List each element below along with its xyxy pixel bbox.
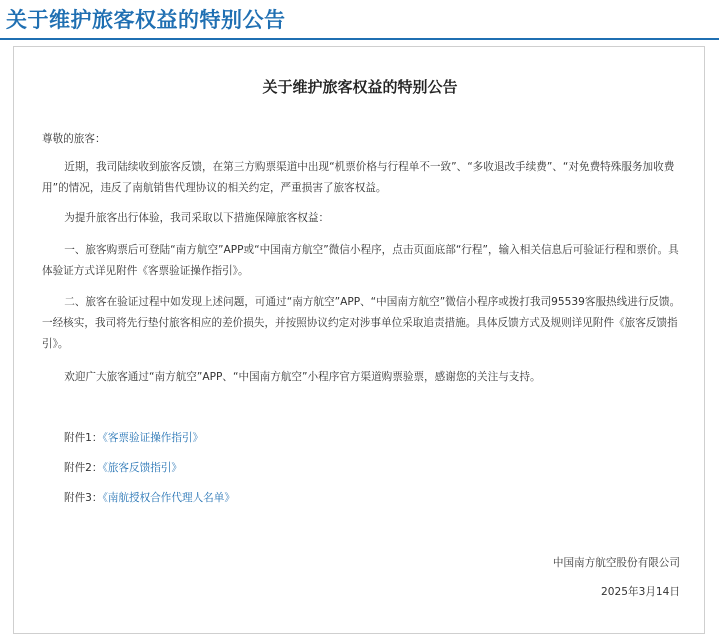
attachment-link-ticket-verification[interactable]: 《客票验证操作指引》 bbox=[102, 432, 204, 444]
attachment-link-agent-list[interactable]: 《南航授权合作代理人名单》 bbox=[102, 492, 235, 504]
salutation: 尊敬的旅客： bbox=[42, 133, 106, 145]
attachment-item bbox=[64, 490, 235, 506]
attachment-item bbox=[64, 460, 182, 476]
notice-panel bbox=[13, 46, 705, 634]
notice-date: 2025年3月14日 bbox=[601, 586, 680, 598]
heading-divider bbox=[0, 38, 719, 40]
attachment-label: 附件1： bbox=[64, 432, 103, 444]
paragraph-background: 近期，我司陆续收到旅客反馈，在第三方购票渠道中出现“机票价格与行程单不一致”、“多收退改手续费”、“对免费特殊服务加收费用”的情况，违反了南航销售代理协议的相关约定，严重损害了旅客权益。 bbox=[42, 161, 675, 194]
paragraph-closing: 欢迎广大旅客通过“南方航空”APP、“中国南方航空”小程序官方渠道购票验票，感谢您的关注与支持。 bbox=[64, 371, 541, 383]
attachment-label: 附件3： bbox=[64, 492, 103, 504]
paragraph-measure-one: 一、旅客购票后可登陆“南方航空”APP或“中国南方航空”微信小程序，点击页面底部“行程”，输入相关信息后可验证行程和票价。具体验证方式详见附件《客票验证操作指引》。 bbox=[42, 244, 679, 277]
page-heading: 关于维护旅客权益的特别公告 bbox=[6, 8, 286, 32]
paragraph-measure-two: 二、旅客在验证过程中如发现上述问题，可通过“南方航空”APP、“中国南方航空”微信小程序或拨打我司95539客服热线进行反馈。一经核实，我司将先行垫付旅客相应的差价损失，并按照协议约定对涉事单位采取追责措施。具体反馈方式及规则详见附件《旅客反馈指引》。 bbox=[42, 296, 681, 350]
paragraph-measures-intro: 为提升旅客出行体验，我司采取以下措施保障旅客权益： bbox=[64, 212, 330, 224]
notice-title: 关于维护旅客权益的特别公告 bbox=[262, 78, 458, 96]
attachment-label: 附件2： bbox=[64, 462, 103, 474]
attachment-item bbox=[64, 430, 203, 446]
attachment-link-feedback-guide[interactable]: 《旅客反馈指引》 bbox=[102, 462, 182, 474]
signature: 中国南方航空股份有限公司 bbox=[552, 557, 680, 569]
